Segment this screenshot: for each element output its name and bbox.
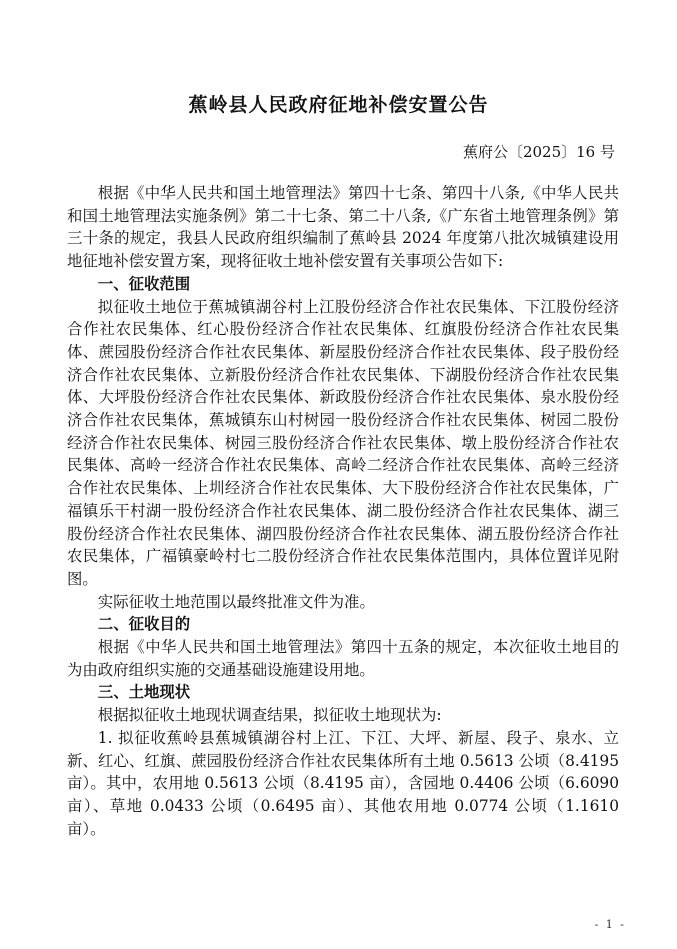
document-body <box>67 182 619 840</box>
land-status-intro-paragraph: 根据拟征收土地现状调查结果，拟征收土地现状为: <box>97 706 442 725</box>
purpose-paragraph: 根据《中华人民共和国土地管理法》第四十五条的规定，本次征收土地目的为由政府组织实施的交通基础设施建设用地。 <box>67 638 619 679</box>
section-heading-land-status: 三、土地现状 <box>97 683 191 702</box>
document-number: 蕉府公〔2025〕16 号 <box>462 143 615 161</box>
section-heading-scope: 一、征收范围 <box>97 274 191 293</box>
intro-paragraph: 根据《中华人民共和国土地管理法》第四十七条、第四十八条,《中华人民共和国土地管理法实施条例》第二十七条、第二十八条,《广东省土地管理条例》第三十条的规定，我县人民政府组织编制了蕉岭县 2024 年度第八批次城镇建设用地征地补偿安置方案，现将征收土地补偿安置有关事项公告如下: <box>67 184 619 271</box>
scope-paragraph: 拟征收土地位于蕉城镇湖谷村上江股份经济合作社农民集体、下江股份经济合作社农民集体、红心股份经济合作社农民集体、红旗股份经济合作社农民集体、蔗园股份经济合作社农民集体、新屋股份经济合作社农民集体、段子股份经济合作社农民集体、立新股份经济合作社农民集体、下湖股份经济合作社农民集体、大坪股份经济合作社农民集体、新政股份经济合作社农民集体、泉水股份经济合作社农民集体，蕉城镇东山村树园一股份经济合作社农民集体、树园二股份经济合作社农民集体、树园三股份经济合作社农民集体、墩上股份经济合作社农民集体、高岭一经济合作社农民集体、高岭二经济合作社农民集体、高岭三经济合作社农民集体、上圳经济合作社农民集体、大下股份经济合作社农民集体，广福镇乐干村湖一股份经济合作社农民集体、湖二股份经济合作社农民集体、湖三股份经济合作社农民集体、湖四股份经济合作社农民集体、湖五股份经济合作社农民集体，广福镇豪岭村七二股份经济合作社农民集体范围内，具体位置详见附图。 <box>67 297 619 588</box>
section-heading-purpose: 二、征收目的 <box>97 615 191 634</box>
scope-note-paragraph: 实际征收土地范围以最终批准文件为准。 <box>97 592 375 611</box>
page-number: - 1 - <box>594 918 626 931</box>
land-status-item-paragraph: 1. 拟征收蕉岭县蕉城镇湖谷村上江、下江、大坪、新屋、段子、泉水、立新、红心、红旗、蔗园股份经济合作社农民集体所有土地 0.5613 公顷（8.4195 亩）。其中，农用地 0.5613 公顷（8.4195 亩），含园地 0.4406 公顷（6.6090 亩）、草地 0.0433 公顷（0.6495 亩）、其他农用地 0.0774 公顷（1.1610 亩）。 <box>67 728 619 838</box>
document-title: 蕉岭县人民政府征地补偿安置公告 <box>188 94 489 116</box>
